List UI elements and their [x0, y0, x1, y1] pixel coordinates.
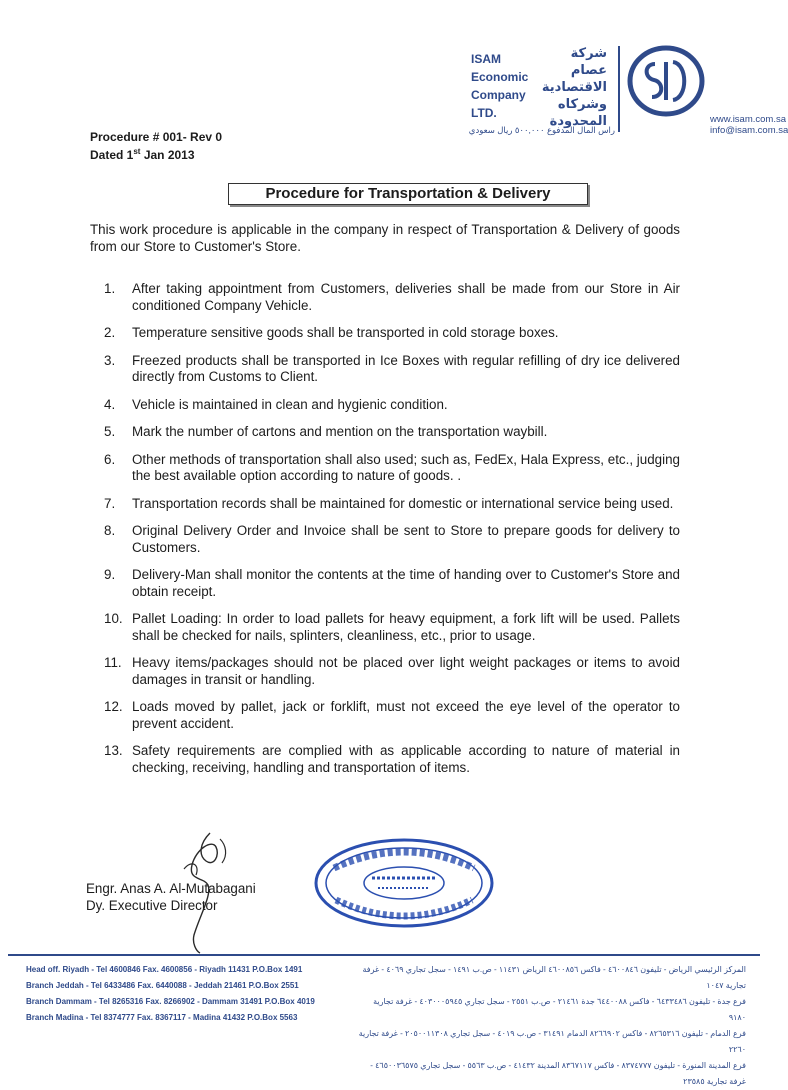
procedure-list	[104, 281, 680, 787]
company-name-ar-line: وشركاه	[557, 96, 607, 111]
item-number: 11.	[104, 655, 122, 670]
item-number: 6.	[104, 451, 116, 467]
company-name-ar-line: عصام	[570, 62, 607, 77]
list-item	[104, 523, 680, 556]
company-name-line: ISAM	[471, 52, 501, 66]
company-name-ar-line: شركة	[570, 45, 607, 60]
list-item	[104, 353, 680, 386]
list-item	[104, 452, 680, 485]
list-item	[104, 567, 680, 600]
footer-branches-en	[26, 962, 326, 1026]
item-number: 5.	[104, 424, 116, 439]
list-item	[104, 424, 680, 441]
item-text: Original Delivery Order and Invoice shall be sent to Store to prepare goods for delivery to Customers.	[132, 523, 680, 555]
item-text: Freezed products shall be transported in Ice Boxes with regular refilling of dry ice delivered directly from Customs to Client.	[132, 352, 680, 384]
list-item	[104, 611, 680, 644]
branch-line: Branch Dammam - Tel 8265316 Fax. 8266902 - Dammam 31491 P.O.Box 4019	[26, 997, 315, 1006]
item-number: 10.	[104, 611, 123, 626]
item-number: 7.	[104, 495, 116, 511]
item-number: 1.	[104, 281, 116, 296]
item-number: 13.	[104, 743, 123, 758]
company-name-line: Economic	[471, 70, 529, 84]
document-title: Procedure for Transportation & Delivery	[228, 183, 588, 205]
item-text: After taking appointment from Customers, deliveries shall be made from our Store in Air conditioned Company Vehicle.	[132, 281, 680, 313]
procedure-date	[90, 144, 195, 163]
branch-line-ar: فرع الدمام - تليفون ٨٢٦٥٣١٦ - فاكس ٨٢٦٦٩٠٢ الدمام ٣١٤٩١ - ص.ب ٤٠١٩ - سجل تجاري ٢٠٥٠٠١١٣٠٨ - غرفة تجارية ٢٢٦٠	[358, 1029, 746, 1054]
item-text: Transportation records shall be maintained for domestic or international service being used.	[132, 495, 674, 511]
paid-capital: راس المال المدفوع ٥٠٠,٠٠٠ ريال سعودي	[468, 125, 615, 135]
footer-branches-ar	[356, 962, 746, 1090]
item-text: Heavy items/packages should not be placed over light weight packages or items to avoid damages in transit or handling.	[132, 655, 680, 687]
list-item	[104, 281, 680, 314]
list-item	[104, 699, 680, 732]
signatory-block	[86, 880, 256, 914]
item-text: Other methods of transportation shall also used; such as, FedEx, Hala Express, etc., judging the best available option according to nature of goods. .	[132, 451, 680, 483]
item-number: 3.	[104, 352, 116, 368]
company-name-line: Company	[471, 88, 526, 102]
item-number: 4.	[104, 396, 116, 412]
company-name-ar-line: المحدودة	[549, 113, 607, 128]
website-link[interactable]: www.isam.com.sa	[710, 114, 787, 125]
list-item	[104, 743, 680, 776]
item-text: Temperature sensitive goods shall be transported in cold storage boxes.	[132, 325, 559, 340]
date-suffix: Jan 2013	[140, 148, 195, 162]
branch-line: Branch Jeddah - Tel 6433486 Fax. 6440088 - Jeddah 21461 P.O.Box 2551	[26, 981, 299, 990]
item-number: 8.	[104, 523, 116, 538]
item-number: 12.	[104, 699, 123, 714]
email-link[interactable]: info@isam.com.sa	[710, 125, 788, 136]
branch-line: Branch Madina - Tel 8374777 Fax. 8367117 - Madina 41432 P.O.Box 5563	[26, 1013, 298, 1022]
date-ordinal: st	[133, 147, 141, 156]
item-text: Loads moved by pallet, jack or forklift, must not exceed the eye level of the operator to prevent accident.	[132, 699, 680, 731]
branch-line-ar: فرع المدينة المنورة - تليفون ٨٣٧٤٧٧٧ - فاكس ٨٣٦٧١١٧ المدينة ٤١٤٣٢ - ص.ب ٥٥٦٣ - سجل تجاري ٤٦٥٠٠٣٦٥٧٥ - غرفة تجارية ٢٣٥٨٥	[370, 1061, 746, 1086]
company-stamp	[312, 836, 496, 930]
list-item	[104, 325, 680, 342]
branch-line: Head off. Riyadh - Tel 4600846 Fax. 4600856 - Riyadh 11431 P.O.Box 1491	[26, 965, 303, 974]
signatory-title: Dy. Executive Director	[86, 898, 218, 913]
list-item	[104, 655, 680, 688]
item-text: Mark the number of cartons and mention on the transportation waybill.	[132, 424, 548, 439]
branch-line-ar: المركز الرئيسي الرياض - تليفون ٤٦٠٠٨٤٦ - فاكس ٤٦٠٠٨٥٦ الرياض ١١٤٣١ - ص.ب ١٤٩١ - سجل تجاري ٤٠٦٩ - غرفة تجارية ١٠٤٧	[362, 965, 746, 990]
company-logo	[626, 44, 706, 118]
date-prefix: Dated 1	[90, 148, 134, 162]
list-item	[104, 397, 680, 414]
company-contact	[710, 114, 788, 136]
branch-line-ar: فرع جدة - تليفون ٦٤٣٣٤٨٦ - فاكس ٦٤٤٠٠٨٨ جدة ٢١٤٦١ - ص.ب ٢٥٥١ - سجل تجاري ٤٠٣٠٠٠٥٩٤٥ - غرفة تجارية ٩١٨٠	[373, 997, 746, 1022]
item-text: Vehicle is maintained in clean and hygienic condition.	[132, 396, 448, 412]
item-text: Pallet Loading: In order to load pallets for heavy equipment, a fork lift will be used. Pallets shall be checked for nails, splinters, cleanliness, etc., prior to usage.	[132, 611, 680, 643]
company-name-line: LTD.	[471, 106, 497, 120]
item-number: 9.	[104, 567, 116, 582]
signatory-name: Engr. Anas A. Al-Mutabagani	[86, 881, 256, 896]
procedure-number: Procedure # 001- Rev 0	[90, 130, 223, 144]
footer-divider	[8, 954, 760, 956]
item-text: Safety requirements are complied with as applicable according to nature of material in checking, receiving, handling and transportation of items.	[132, 743, 680, 775]
company-name-ar	[532, 44, 607, 129]
company-name-ar-line: الاقتصادية	[541, 79, 607, 94]
list-item	[104, 496, 680, 513]
letterhead-divider	[618, 46, 620, 132]
item-number: 2.	[104, 325, 116, 340]
intro-paragraph: This work procedure is applicable in the company in respect of Transportation & Delivery of goods from our Store to Customer's Store.	[90, 222, 680, 254]
item-text: Delivery-Man shall monitor the contents at the time of handing over to Customer's Store and obtain receipt.	[132, 567, 680, 599]
